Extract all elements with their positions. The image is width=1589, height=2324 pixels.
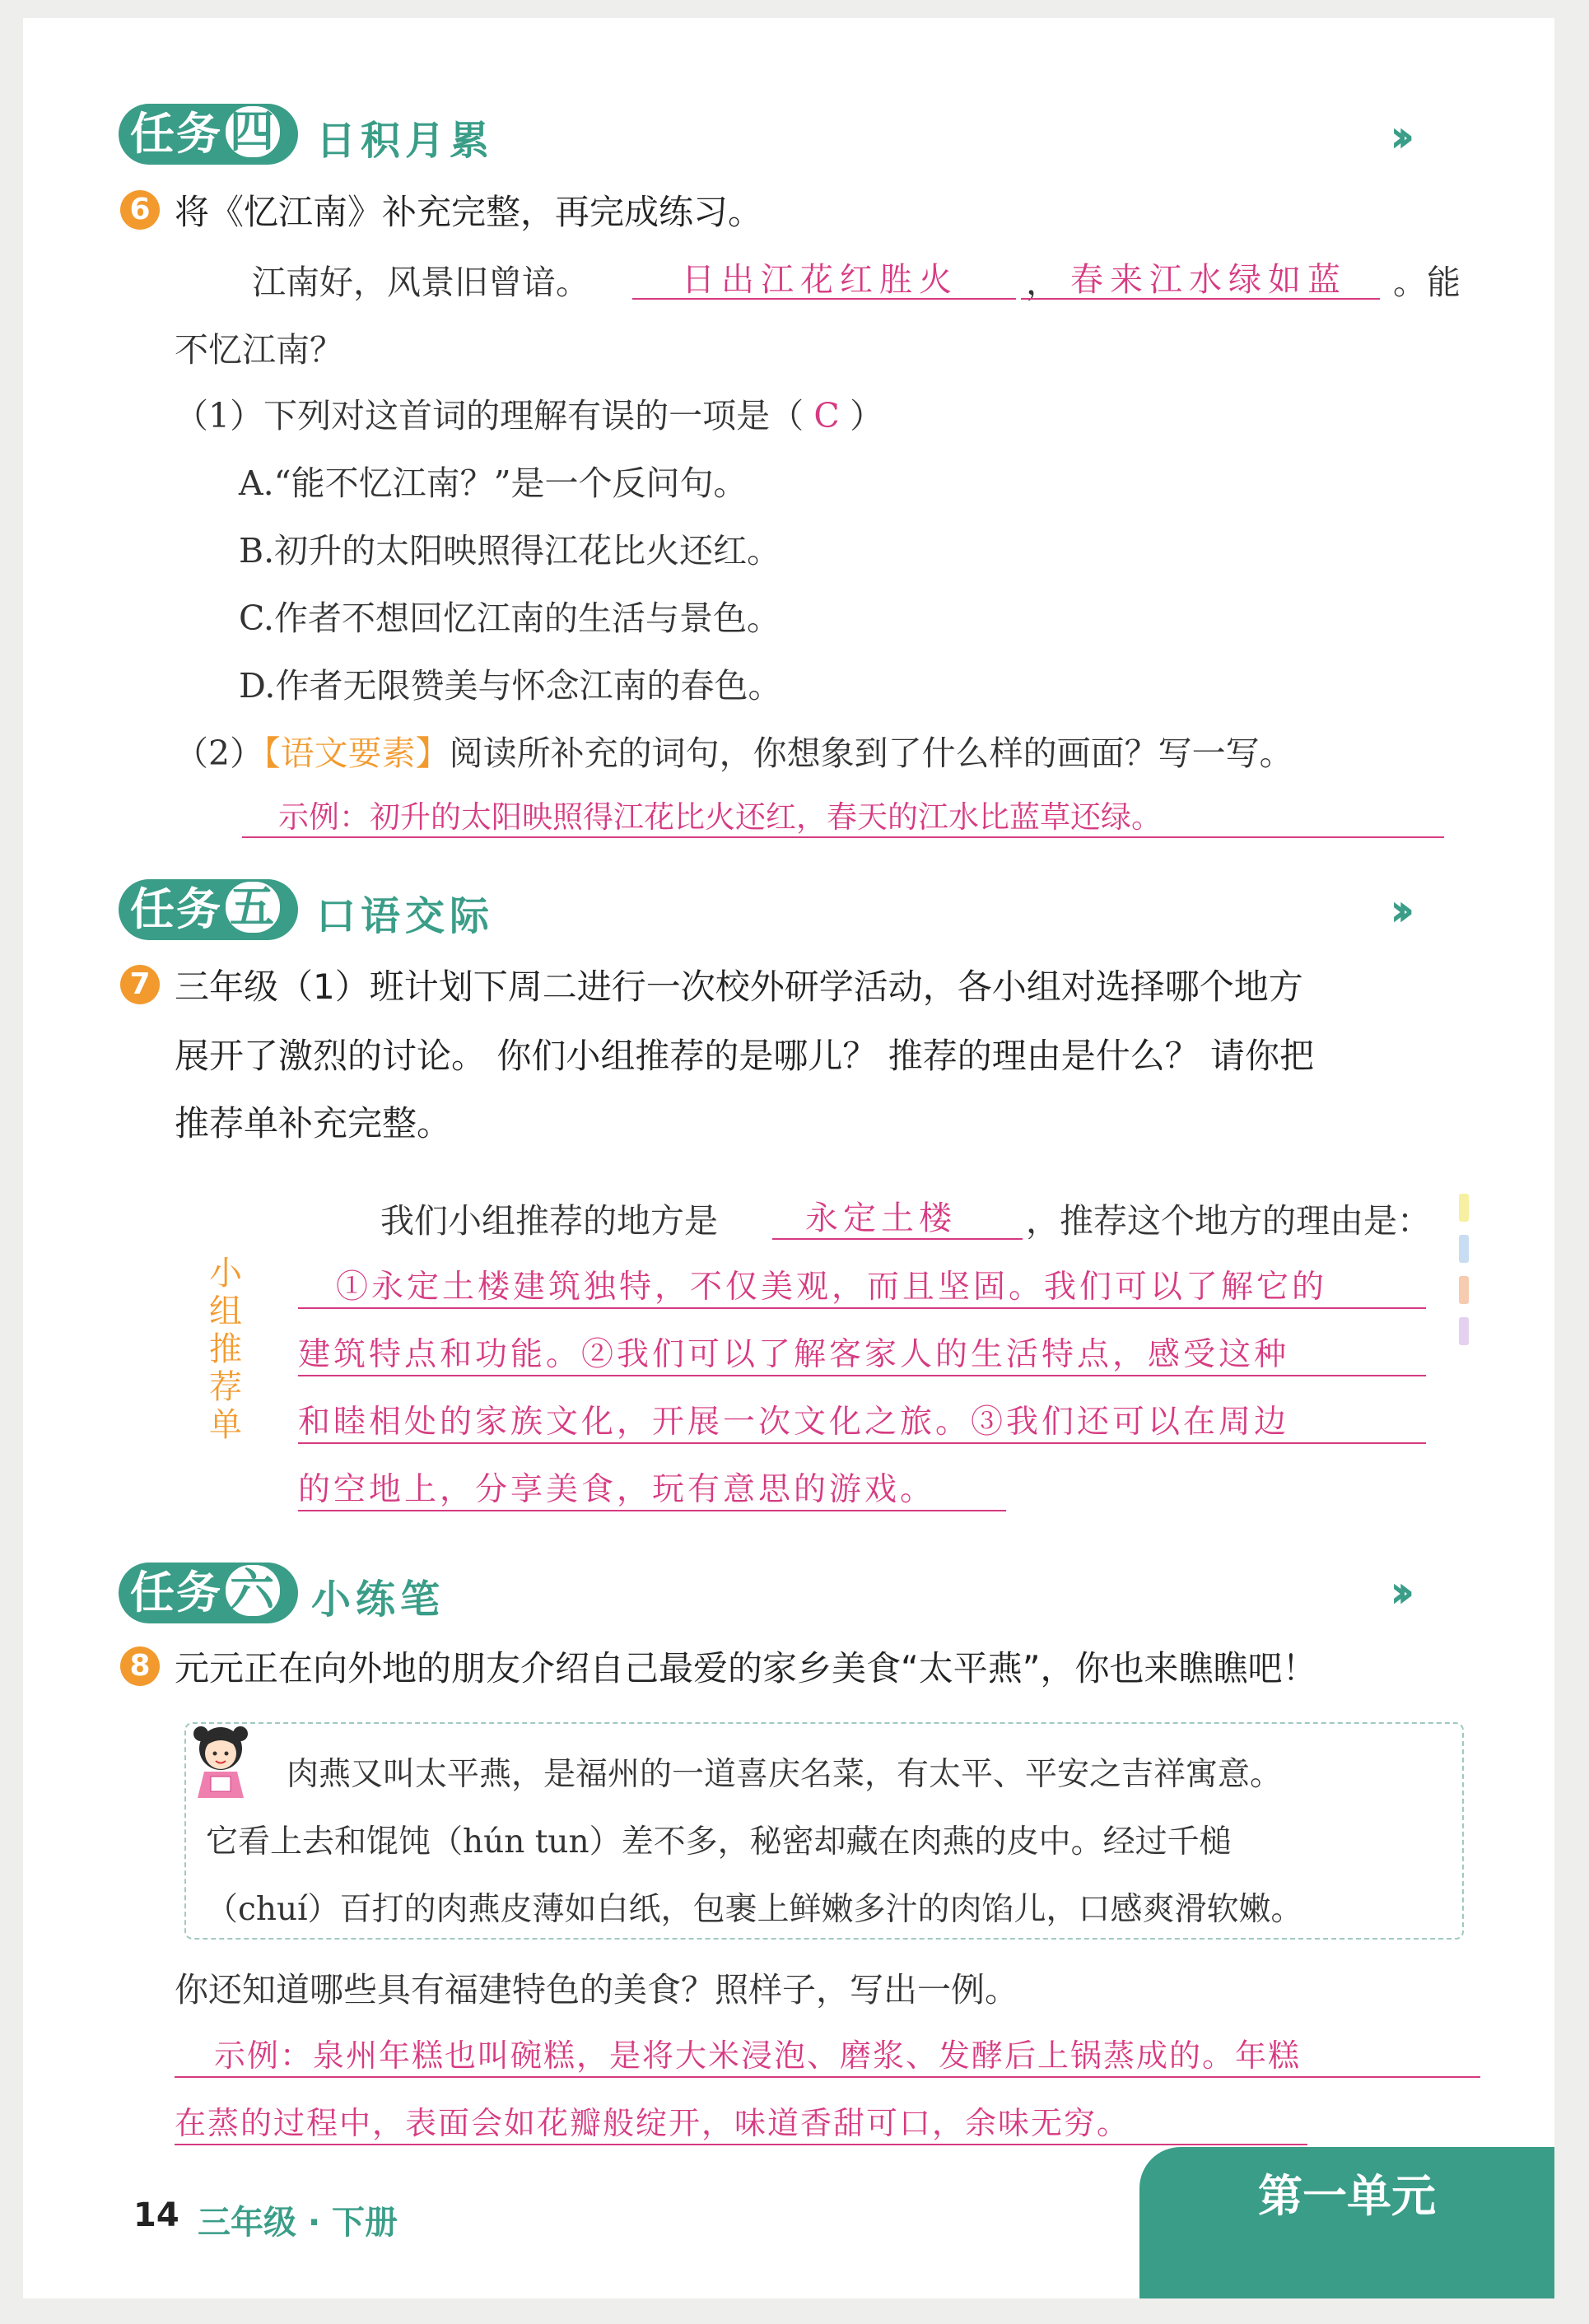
double-chevron-right-icon: ››: [1390, 1566, 1404, 1618]
double-chevron-right-icon: ››: [1390, 884, 1404, 936]
double-chevron-right-icon: ››: [1390, 110, 1404, 162]
passage-line-3: （chuí）百打的肉燕皮薄如白纸，包裹上鲜嫩多汁的肉馅儿，口感爽滑软嫩。: [206, 1891, 1303, 1928]
writing-prompt: 你还知道哪些具有福建特色的美食？照样子，写出一例。: [175, 1970, 1018, 2010]
sub1-suffix: ）: [850, 396, 884, 435]
sub2-answer: 示例：初升的太阳映照得江花比火还红，春天的江水比蓝草还绿。: [278, 799, 1162, 835]
task4-badge-prefix: 任务: [130, 108, 222, 160]
blank2-underline: [1021, 298, 1380, 300]
reason-line-2: 建筑特点和功能。②我们可以了解客家人的生活特点，感受这种: [298, 1336, 1290, 1373]
unit-tab: 第一单元: [1139, 2147, 1554, 2298]
sub2-question: [175, 726, 1293, 775]
reason-underline-2: [298, 1375, 1426, 1376]
blank2-answer: 春来江水绿如蓝: [1070, 261, 1347, 299]
task6-badge-prefix: 任务: [130, 1567, 222, 1618]
reason-line-1: ①永定土楼建筑独特，不仅美观，而且坚固。我们可以了解它的: [336, 1269, 1328, 1306]
question-6-text: 将《忆江南》补充完整，再完成练习。: [175, 192, 763, 232]
sub1-prefix: （1）下列对这首词的理解有误的一项是（: [175, 396, 804, 435]
decor-bar-peach: [1459, 1276, 1469, 1304]
reason-underline-3: [298, 1442, 1426, 1444]
girl-avatar-icon: [186, 1722, 255, 1801]
task4-badge: [119, 104, 298, 165]
answer-underline-2: [175, 2144, 1307, 2145]
question-7-line3: 推荐单补充完整。: [175, 1103, 452, 1143]
sub1-answer: C: [813, 396, 840, 435]
sub2-tag: 【语文要素】: [263, 734, 450, 773]
task6-badge-num: 六: [226, 1565, 280, 1616]
option-b: B.初升的太阳映照得江花比火还红。: [239, 531, 781, 571]
answer-underline-1: [175, 2076, 1480, 2078]
task6-badge: [119, 1563, 298, 1623]
poem-line2: 不忆江南？: [175, 330, 343, 370]
decor-bar-purple: [1459, 1317, 1469, 1345]
question-7-line2: 展开了激烈的讨论。 你们小组推荐的是哪儿？ 推荐的理由是什么？ 请你把: [175, 1036, 1315, 1076]
sub2-text: 阅读所补充的词句，你想象到了什么样的画面？写一写。: [449, 734, 1293, 773]
question-8-number: 8: [120, 1646, 160, 1686]
task5-badge-num: 五: [226, 882, 280, 933]
task4-subtitle: 日积月累: [316, 118, 495, 164]
rec-prefix: 我们小组推荐的地方是: [380, 1201, 718, 1241]
decor-bar-blue: [1459, 1235, 1469, 1263]
option-c: C.作者不想回忆江南的生活与景色。: [239, 598, 781, 638]
reason-line-4: 的空地上，分享美食，玩有意思的游戏。: [298, 1471, 936, 1508]
decor-bar-yellow: [1459, 1194, 1469, 1222]
option-d: D.作者无限赞美与怀念江南的春色。: [239, 666, 782, 706]
task5-badge: [119, 879, 298, 940]
sub1-question: [175, 389, 883, 437]
rec-place-underline: [772, 1238, 1023, 1240]
workbook-page: [23, 18, 1554, 2298]
recommendation-side-label: 小 组 推 荐 单: [209, 1255, 242, 1444]
question-7-number: 7: [120, 965, 160, 1004]
poem-comma: ，: [1026, 263, 1060, 302]
grade-label: 三年级 · 下册: [198, 2204, 398, 2242]
rec-place: 永定土楼: [805, 1199, 957, 1237]
question-8-text: 元元正在向外地的朋友介绍自己最爱的家乡美食“太平燕”，你也来瞧瞧吧！: [175, 1648, 1317, 1688]
question-7-line1: 三年级（1）班计划下周二进行一次校外研学活动，各小组对选择哪个地方: [175, 966, 1303, 1007]
reason-underline-1: [298, 1307, 1426, 1309]
passage-line-2: 它看上去和馄饨（hún tun）差不多，秘密却藏在肉燕的皮中。经过千槌: [206, 1823, 1232, 1861]
question-6-number: 6: [120, 190, 160, 230]
page-number: 14: [133, 2196, 179, 2234]
sub2-prefix: （2）: [175, 734, 264, 773]
option-a: A.“能不忆江南？”是一个反问句。: [239, 463, 748, 503]
poem-start: 江南好，风景旧曾谙。: [252, 263, 589, 302]
blank1-answer: 日出江花红胜火: [682, 261, 958, 299]
reason-line-3: 和睦相处的家族文化，开展一次文化之旅。③我们还可以在周边: [298, 1404, 1290, 1441]
poem-end: 。能: [1393, 263, 1461, 302]
sub2-underline: [242, 836, 1444, 838]
task6-subtitle: 小练笔: [311, 1577, 445, 1623]
passage-line-1: 肉燕又叫太平燕，是福州的一道喜庆名菜，有太平、平安之吉祥寓意。: [287, 1756, 1283, 1793]
reason-underline-4: [298, 1510, 1006, 1511]
task4-badge-num: 四: [226, 106, 280, 157]
task5-subtitle: 口语交际: [316, 893, 495, 939]
task5-badge-prefix: 任务: [130, 883, 222, 935]
rec-suffix: ，推荐这个地方的理由是：: [1026, 1201, 1431, 1241]
blank1-underline: [632, 298, 1016, 300]
answer-line-1: 示例：泉州年糕也叫碗糕，是将大米浸泡、磨浆、发酵后上锅蒸成的。年糕: [214, 2038, 1302, 2074]
answer-line-2: 在蒸的过程中，表面会如花瓣般绽开，味道香甜可口，余味无穷。: [175, 2105, 1130, 2141]
